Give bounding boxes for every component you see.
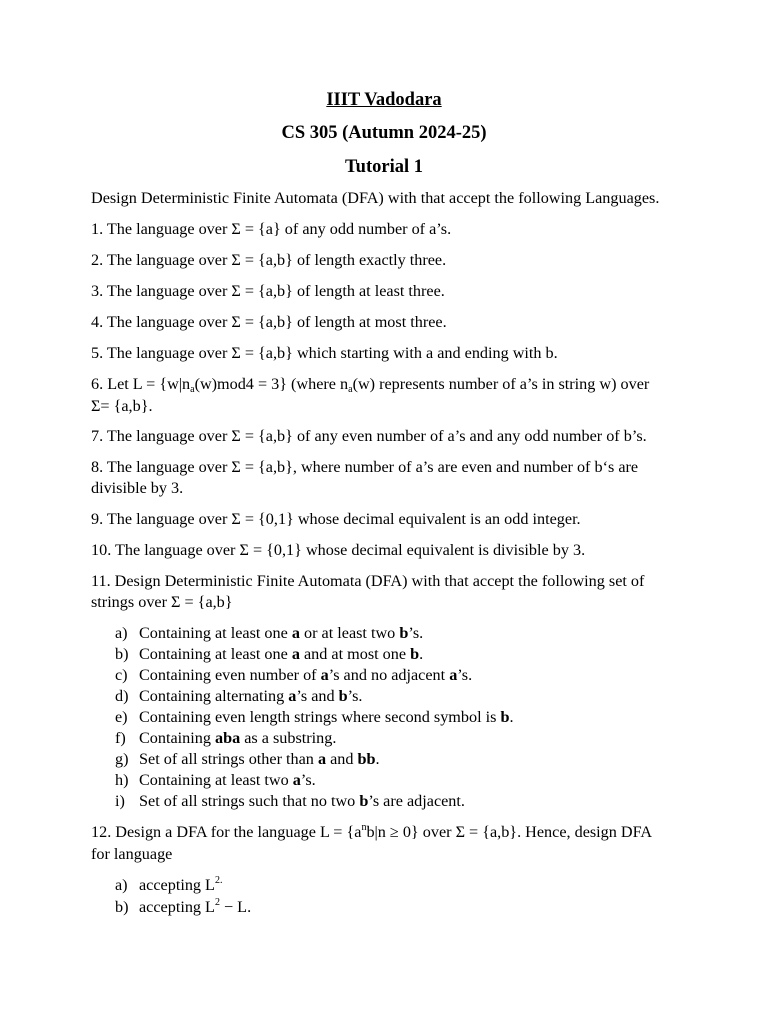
item-text: ’s. bbox=[408, 624, 424, 642]
item-text: . bbox=[375, 750, 380, 768]
q6-text: (w) represents number of a’s in string w) over bbox=[352, 375, 650, 393]
item-label: g) bbox=[115, 750, 129, 768]
item-text: Containing bbox=[139, 729, 215, 747]
item-text: Containing at least one bbox=[139, 624, 292, 642]
question-1: 1. The language over Σ = {a} of any odd number of a’s. bbox=[91, 220, 452, 238]
item-label: e) bbox=[115, 708, 128, 726]
q12-item-b bbox=[115, 897, 251, 918]
item-bold: a bbox=[320, 666, 329, 684]
question-11-line-2: strings over Σ = {a,b} bbox=[91, 593, 233, 611]
question-8-line-2: divisible by 3. bbox=[91, 479, 184, 497]
item-bold: a bbox=[449, 666, 458, 684]
question-3: 3. The language over Σ = {a,b} of length at least three. bbox=[91, 282, 445, 300]
item-label: d) bbox=[115, 687, 129, 705]
item-text: ’s and bbox=[296, 687, 339, 705]
item-bold: b bbox=[410, 645, 420, 663]
item-bold: b bbox=[500, 708, 510, 726]
course-title: CS 305 (Autumn 2024-25) bbox=[281, 123, 487, 143]
q11-item-a bbox=[115, 623, 423, 644]
item-label: i) bbox=[115, 792, 125, 810]
item-text: ’s. bbox=[300, 771, 316, 789]
q12-superscript: n bbox=[361, 822, 367, 833]
q11-item-d bbox=[115, 686, 362, 707]
item-text: Containing at least two bbox=[139, 771, 293, 789]
q11-item-c bbox=[115, 665, 472, 686]
intro-text: Design Deterministic Finite Automata (DFA) with that accept the following Languages. bbox=[91, 189, 660, 207]
question-6-line-2: Σ= {a,b}. bbox=[91, 397, 153, 415]
q6-text: 6. Let L = {w|n bbox=[91, 375, 191, 393]
item-text: or at least two bbox=[299, 624, 400, 642]
question-12-line-1 bbox=[91, 822, 652, 843]
item-text: ’s are adjacent. bbox=[368, 792, 465, 810]
q12-text: 12. Design a DFA for the language L = {a bbox=[91, 823, 362, 841]
q12-item-a bbox=[115, 875, 222, 896]
item-text: and at most one bbox=[299, 645, 411, 663]
question-6-line-1 bbox=[91, 374, 649, 395]
item-bold: a bbox=[292, 771, 301, 789]
item-text: ’s. bbox=[457, 666, 473, 684]
question-8-line-1: 8. The language over Σ = {a,b}, where number of a’s are even and number of b‘s are bbox=[91, 458, 639, 476]
item-text: Containing at least one bbox=[139, 645, 292, 663]
item-text: and bbox=[326, 750, 358, 768]
q11-item-b bbox=[115, 644, 423, 665]
item-text: Set of all strings such that no two bbox=[139, 792, 360, 810]
item-bold: a bbox=[291, 624, 300, 642]
tutorial-title: Tutorial 1 bbox=[345, 157, 423, 177]
q6-subscript: a bbox=[190, 384, 195, 395]
question-7: 7. The language over Σ = {a,b} of any even number of a’s and any odd number of b’s. bbox=[91, 427, 647, 445]
item-text: ’s and no adjacent bbox=[328, 666, 450, 684]
item-text: Containing alternating bbox=[139, 687, 289, 705]
item-text: accepting L bbox=[139, 876, 215, 894]
item-bold: bb bbox=[357, 750, 376, 768]
item-text: accepting L bbox=[139, 898, 215, 916]
question-2: 2. The language over Σ = {a,b} of length exactly three. bbox=[91, 251, 447, 269]
q11-item-i bbox=[115, 791, 465, 812]
q6-subscript: a bbox=[348, 384, 353, 395]
item-bold: b bbox=[359, 792, 369, 810]
item-label: b) bbox=[115, 898, 129, 916]
item-bold: b bbox=[338, 687, 348, 705]
item-text: . bbox=[509, 708, 514, 726]
item-text: Set of all strings other than bbox=[139, 750, 318, 768]
question-12-line-2: for language bbox=[91, 845, 173, 863]
item-label: h) bbox=[115, 771, 129, 789]
item-bold: a bbox=[291, 645, 300, 663]
item-superscript: 2 bbox=[214, 897, 220, 908]
institute-title: IIIT Vadodara bbox=[326, 90, 442, 110]
question-10: 10. The language over Σ = {0,1} whose decimal equivalent is divisible by 3. bbox=[91, 541, 586, 559]
question-4: 4. The language over Σ = {a,b} of length at most three. bbox=[91, 313, 447, 331]
item-label: c) bbox=[115, 666, 128, 684]
item-label: f) bbox=[115, 729, 126, 747]
q11-item-f bbox=[115, 728, 336, 749]
q11-item-h bbox=[115, 770, 316, 791]
item-text: . bbox=[419, 645, 424, 663]
item-text: − L. bbox=[219, 898, 252, 916]
question-5: 5. The language over Σ = {a,b} which starting with a and ending with b. bbox=[91, 344, 558, 362]
q11-item-g bbox=[115, 749, 380, 770]
item-text: Containing even length strings where second symbol is bbox=[139, 708, 501, 726]
item-bold: a bbox=[288, 687, 297, 705]
question-9: 9. The language over Σ = {0,1} whose decimal equivalent is an odd integer. bbox=[91, 510, 581, 528]
question-11-line-1: 11. Design Deterministic Finite Automata (DFA) with that accept the following set of bbox=[91, 572, 645, 590]
item-text: ’s. bbox=[347, 687, 363, 705]
item-bold: aba bbox=[215, 729, 241, 747]
q12-text: b|n ≥ 0} over Σ = {a,b}. Hence, design DFA bbox=[366, 823, 653, 841]
item-text: Containing even number of bbox=[139, 666, 321, 684]
item-text: as a substring. bbox=[240, 729, 337, 747]
item-superscript: 2. bbox=[214, 875, 223, 886]
q11-item-e bbox=[115, 707, 514, 728]
item-label: a) bbox=[115, 624, 128, 642]
item-bold: a bbox=[317, 750, 327, 768]
item-label: a) bbox=[115, 876, 128, 894]
item-bold: b bbox=[399, 624, 409, 642]
item-label: b) bbox=[115, 645, 129, 663]
q6-text: (w)mod4 = 3} (where n bbox=[194, 375, 349, 393]
